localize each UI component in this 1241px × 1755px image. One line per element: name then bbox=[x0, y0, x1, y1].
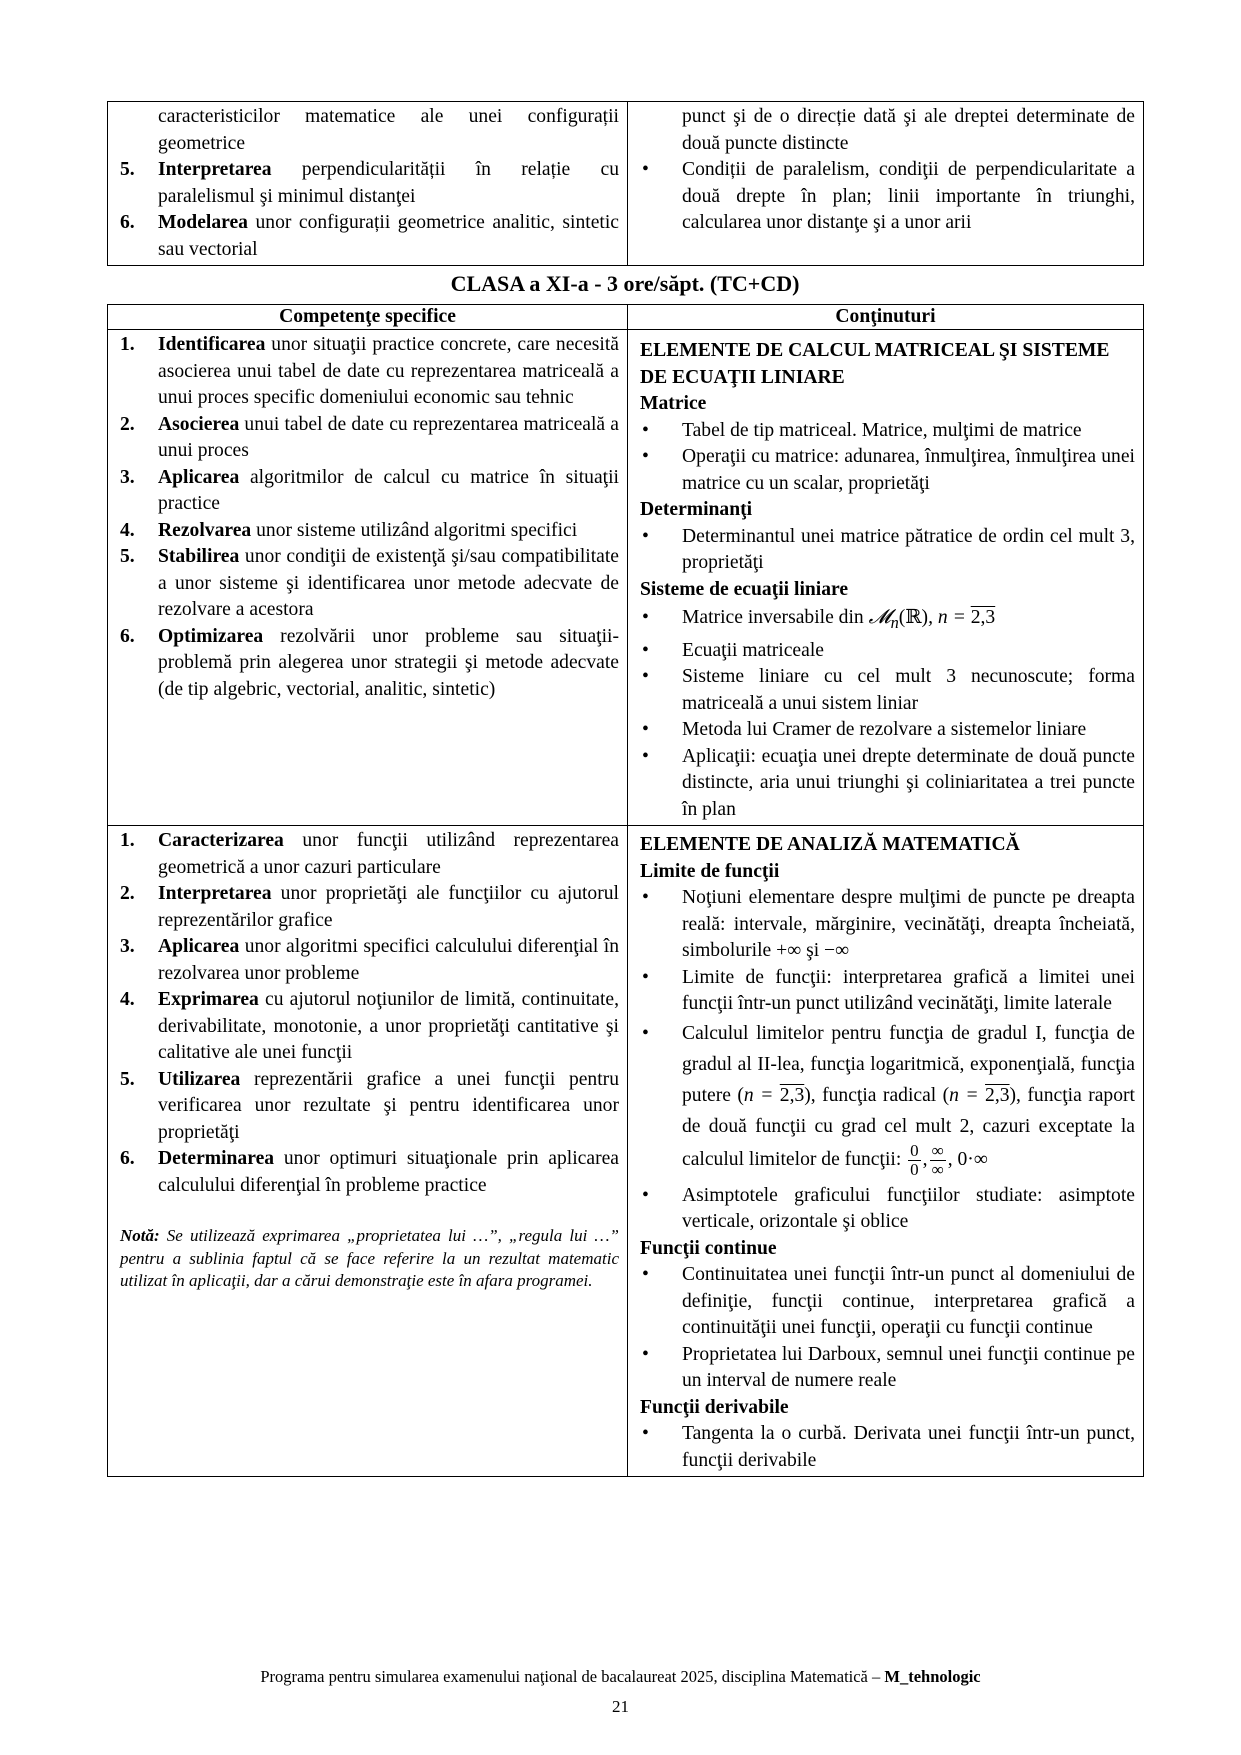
content-bullet: • Proprietatea lui Darboux, semnul unei funcţii continue pe un interval de numere reale bbox=[642, 1343, 1135, 1392]
content-continuation: punct şi de o direcție dată şi ale dreptei determinate de două puncte distincte bbox=[682, 106, 1135, 154]
competence-item: 1. Identificarea unor situaţii practice concrete, care necesită asocierea unui tabel de date cu reprezentarea matriceală a unui proces specific domeniului economic sau tehnic bbox=[120, 334, 619, 408]
competence-item: 1. Caracterizarea unor funcţii utilizând reprezentarea geometrică a unor cazuri particulare bbox=[120, 830, 619, 878]
block2-competences bbox=[108, 826, 628, 1477]
curriculum-table bbox=[107, 304, 1144, 1477]
section-title: ELEMENTE DE ANALIZĂ MATEMATICĂ bbox=[640, 834, 1020, 856]
top-left-cell bbox=[108, 102, 628, 266]
competence-item: 5. Stabilirea unor condiţii de existenţă şi/sau compatibilitate a unor sisteme şi identificarea unor metode adecvate de rezolvare a acestora bbox=[120, 546, 619, 620]
competence-item: 2. Asocierea unui tabel de date cu reprezentarea matriceală a unui proces bbox=[120, 413, 619, 461]
content-bullet: • Metoda lui Cramer de rezolvare a sistemelor liniare bbox=[642, 719, 1087, 741]
competence-continuation: caracteristicilor matematice ale unei configurații geometrice bbox=[158, 106, 619, 154]
competence-item: 4. Rezolvarea unor sisteme utilizând algoritmi specifici bbox=[120, 519, 578, 541]
content-bullet: • Aplicaţii: ecuaţia unei drepte determinate de două puncte distincte, aria unui triunghi şi coliniaritatea a trei puncte în plan bbox=[642, 745, 1135, 820]
competence-item: 3. Aplicarea algoritmilor de calcul cu matrice în situaţii practice bbox=[120, 466, 619, 514]
content-bullet: • Matrice inversabile din 𝓜$_n$(ℝ), n = 2,3 bbox=[642, 607, 996, 632]
content-bullet: • Continuitatea unei funcţii într-un punct al domeniului de definiţie, funcţii continue, interpretarea grafică a continuităţii unei funcţii, operaţii cu funcţii continue bbox=[642, 1264, 1135, 1339]
content-bullet: • Determinantul unei matrice pătratice de ordin cel mult 3, proprietăţi bbox=[642, 525, 1135, 573]
competence-item: 5. Interpretarea perpendicularității în relație cu paralelismul şi minimul distanţei bbox=[120, 159, 619, 207]
note: Notă: Se utilizează exprimarea „proprietatea lui …”, „regula lui …” pentru a sublinia faptul că se face referire la un rezultat matematic utilizat în aplicaţii, dar a cărui demonstraţie este în afara programei. bbox=[120, 1226, 619, 1291]
class-title: CLASA a XI-a - 3 ore/săpt. (TC+CD) bbox=[450, 271, 800, 296]
subsection-title: Determinanţi bbox=[640, 499, 753, 520]
fraction-inf-over-inf: $\frac{\infty}{\infty}$ bbox=[931, 1140, 944, 1179]
subsection-title: Funcţii continue bbox=[640, 1237, 777, 1259]
subsection-title: Sisteme de ecuaţii liniare bbox=[640, 578, 849, 600]
content-bullet: • Condiții de paralelism, condiţii de perpendicularitate a două drepte în plan; linii importante în triunghi, calcularea unor distanţe şi a unor arii bbox=[642, 159, 1135, 233]
top-right-cell bbox=[628, 102, 1144, 266]
content-bullet: • Limite de funcţii: interpretarea grafică a limitei unei funcţii într-un punct utilizând vecinătăţi, limite laterale bbox=[642, 966, 1135, 1015]
competence-item: 3. Aplicarea unor algoritmi specifici calculului diferenţial în rezolvarea unor probleme bbox=[120, 936, 619, 984]
page-footer: Programa pentru simularea examenului naţional de bacalaureat 2025, disciplina Matematică – M_tehnologic bbox=[260, 1667, 981, 1686]
top-table bbox=[107, 101, 1144, 266]
page-number: 21 bbox=[612, 1697, 629, 1716]
block1-contents bbox=[628, 330, 1144, 826]
section-title: ELEMENTE DE CALCUL MATRICEAL ŞI SISTEME DE ECUAŢII LINIARE bbox=[640, 340, 1110, 388]
competence-item: 6. Modelarea unor configurații geometrice analitic, sintetic sau vectorial bbox=[120, 212, 619, 260]
fraction-zero-over-zero: $\frac{0}{0}$ bbox=[910, 1140, 919, 1179]
subsection-title: Limite de funcţii bbox=[640, 860, 780, 882]
competence-item: 6. Optimizarea rezolvării unor probleme sau situaţii-problemă prin alegerea unor strategii şi metode adecvate (de tip algebric, vectorial, analitic, sintetic) bbox=[120, 625, 619, 700]
content-bullet: • Asimptotele graficului funcţiilor studiate: asimptote verticale, orizontale şi oblice bbox=[642, 1184, 1135, 1233]
header-competences: Competenţe specifice bbox=[108, 305, 628, 330]
content-bullet: • Operaţii cu matrice: adunarea, înmulţirea, înmulţirea unei matrice cu un scalar, proprietăţi bbox=[642, 446, 1135, 494]
subsection-title: Funcţii derivabile bbox=[640, 1396, 789, 1418]
content-bullet: • Noţiuni elementare despre mulţimi de puncte pe dreapta reală: intervale, mărginire, vecinătăţi, dreapta încheiată, simbolurile +∞ şi −∞ bbox=[642, 887, 1135, 962]
page-content bbox=[107, 101, 1143, 1477]
content-bullet: • Tabel de tip matriceal. Matrice, mulţimi de matrice bbox=[642, 419, 1082, 441]
competence-item: 2. Interpretarea unor proprietăţi ale funcţiilor cu ajutorul reprezentărilor grafice bbox=[120, 883, 619, 931]
competence-item: 4. Exprimarea cu ajutorul noţiunilor de limită, continuitate, derivabilitate, monotonie, a unor proprietăţi cantitative şi calitative ale unei funcţii bbox=[120, 989, 619, 1064]
content-bullet: • Ecuaţii matriceale bbox=[642, 639, 824, 661]
subsection-title: Matrice bbox=[640, 393, 707, 414]
content-bullet: • Sisteme liniare cu cel mult 3 necunoscute; forma matriceală a unui sistem liniar bbox=[642, 666, 1135, 714]
header-contents: Conţinuturi bbox=[628, 305, 1144, 330]
content-bullet: • Calculul limitelor pentru funcţia de gradul I, funcţia de gradul al II-lea, funcţia logaritmică, exponenţială, funcţia putere (n = 2,3), funcţia radical (n = 2,3), funcţia raport de două funcţii cu grad cel mult 2, cazuri exceptate la calculul limitelor de funcţii: $\frac{0}{0}$ , $\frac{\infty}{\infty}$ , 0·∞ bbox=[642, 1022, 1135, 1179]
competence-item: 5. Utilizarea reprezentării grafice a unei funcţii pentru verificarea unor rezultate şi pentru identificarea unor proprietăţi bbox=[120, 1068, 619, 1143]
competence-item: 6. Determinarea unor optimuri situaţionale prin aplicarea calculului diferenţial în probleme practice bbox=[120, 1148, 619, 1196]
block1-competences bbox=[108, 330, 628, 826]
content-bullet: • Tangenta la o curbă. Derivata unei funcţii într-un punct, funcţii derivabile bbox=[642, 1423, 1135, 1471]
block2-contents bbox=[628, 826, 1144, 1477]
